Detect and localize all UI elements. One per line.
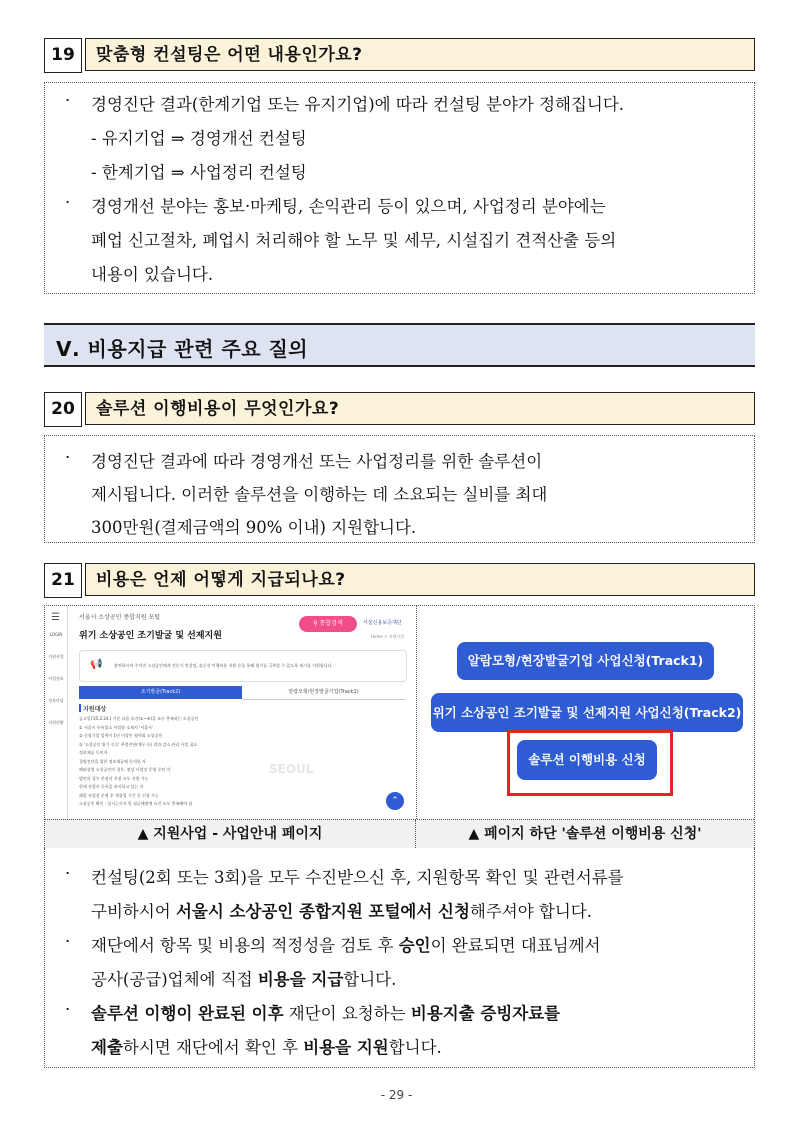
track2-apply-button[interactable]: 위기 소상공인 조기발굴 및 선제지원 사업신청(Track2)	[431, 693, 743, 732]
answer-text-bold: 비용을 지원	[303, 1038, 389, 1057]
bullet-mark: ·	[65, 193, 71, 212]
portal-page-title: 위기 소상공인 조기발굴 및 선제지원	[79, 631, 222, 641]
notice-box	[79, 650, 407, 682]
caption-left: ▲ 지원사업 - 사업안내 페이지	[45, 820, 416, 848]
answer-text: 제시됩니다. 이러한 솔루션을 이행하는 데 소요되는 실비를 최대	[91, 485, 548, 504]
answer-text: - 유지기업 ⇒ 경영개선 컨설팅	[91, 129, 307, 148]
q19-number: 19	[44, 38, 82, 73]
answer-text-bold: 서울시 소상공인 종합지원 포털에서 신청	[175, 902, 470, 921]
subhead: 지원대상	[83, 706, 107, 713]
q20-answer	[44, 435, 755, 543]
criteria-line: 현재 사업자 등록을 유지하고 있는 자	[79, 784, 144, 789]
screenshot-panel	[44, 605, 755, 848]
answer-text-bold: 비용지출 증빙자료를	[410, 1004, 561, 1023]
tab-track2[interactable]: 조기발굴(Track2)	[79, 686, 242, 699]
search-pill-label: 통합검색	[319, 620, 343, 627]
answer-text: 경영진단 결과에 따라 경영개선 또는 사업정리를 위한 솔루션이	[91, 452, 543, 471]
answer-text-bold: 비용을 지급	[257, 970, 344, 989]
criteria-line: 공고일('25.2.24.) 기준 다음 요건(①~④)을 모두 충족하는 소상공인	[79, 716, 199, 721]
answer-text	[91, 1034, 442, 1058]
answer-text	[91, 898, 592, 922]
caption-row	[45, 819, 754, 848]
answer-text: 경영진단 결과(한계기업 또는 유지기업)에 따라 컨설팅 분야가 정해집니다.	[91, 95, 625, 114]
apply-buttons-screenshot	[417, 606, 754, 819]
q21-header	[44, 563, 755, 598]
answer-text-segment: 재단이 요청하는	[283, 1004, 411, 1023]
answer-text-segment: 재단에서 항목 및 비용의 적정성을 검토 후	[91, 936, 399, 955]
q20-header	[44, 392, 755, 427]
track1-apply-button[interactable]: 알람모형/현장발굴기업 사업신청(Track1)	[457, 642, 714, 680]
notice-text: 관련하시어 주어진 소상공인에게 전문가 컨설팅, 솔루션 이행비용 지원 등을 통해 위기를 극복할 수 있도록 재기를 지원합니다.	[114, 663, 333, 668]
q20-number: 20	[44, 392, 82, 427]
q21-answer	[44, 848, 755, 1068]
answer-text-segment: 합니다.	[388, 1038, 442, 1057]
section-heading	[44, 323, 755, 367]
page-number: - 29 -	[380, 1088, 413, 1102]
bullet-mark: ·	[65, 1000, 71, 1019]
answer-text-segment: 합니다.	[343, 970, 397, 989]
criteria-line: ③ '소상공인 위기 신호' 추정진단(재무 등) 결과 감소 관리 사업 필요	[79, 741, 198, 747]
watermark: SEOUL	[269, 762, 314, 776]
bullet-mark: ·	[65, 932, 71, 951]
bullet-mark: ·	[65, 448, 71, 467]
section-title: Ⅴ. 비용지급 관련 주요 질의	[56, 337, 309, 361]
answer-text-segment: 컨설팅(2회 또는 3회)을 모두 수진받으신 후, 지원항목 확인 및 관련서류를	[91, 868, 624, 887]
caption-right: ▲ 페이지 하단 '솔루션 이행비용 신청'	[468, 826, 702, 842]
answer-text-segment: 해주셔야 합니다.	[469, 902, 592, 921]
criteria-line: 해외창업 소상공인의 경우, 정상 사업장 운영 중인 자	[79, 767, 171, 772]
portal-screenshot	[45, 606, 417, 819]
portal-sidebar	[45, 606, 68, 819]
criteria-line: 소상공인 확인 : 상시근로자 및 평균매출액 요건 모두 충족해야 함	[79, 801, 193, 806]
q20-title: 솔루션 이행비용이 무엇인가요?	[85, 392, 755, 425]
sidebar-item: LOGIN	[49, 632, 63, 637]
answer-text	[91, 932, 600, 956]
criteria-line: 정보제공 동의자	[79, 750, 108, 755]
megaphone-icon: 📢	[90, 659, 103, 670]
bullet-mark: ·	[65, 864, 71, 883]
answer-text	[91, 864, 624, 888]
solution-cost-apply-button[interactable]: 솔루션 이행비용 신청	[517, 740, 657, 780]
answer-text-bold: 제출	[91, 1038, 123, 1057]
criteria-line: 폐업 사업장 운영 후 재창업 기간 중 신청 가능	[79, 792, 159, 798]
answer-text: 300만원(결제금액의 90% 이내) 지원합니다.	[91, 518, 417, 537]
chevron-up-icon: ⌃	[391, 796, 399, 806]
sidebar-item: 사업정보	[48, 676, 64, 681]
foundation-logo: 서울신용보증재단	[363, 620, 402, 626]
answer-text: 내용이 있습니다.	[91, 265, 214, 284]
criteria-line: ② 신청기업 업력이 1년 이상인 협력회 소상공인	[79, 733, 163, 738]
answer-text-bold: 승인	[398, 936, 431, 955]
criteria-line: 경영진단을 위한 정보제공에 동의한 자	[79, 758, 146, 764]
breadcrumb: Home > 지원사업	[371, 634, 405, 639]
answer-text-segment: 하시면 재단에서 확인 후	[122, 1038, 304, 1057]
q19-answer	[44, 82, 755, 294]
criteria-line: 법인의 경우 본점의 지점 모두 지원 가능	[79, 775, 149, 781]
search-icon: ⚲	[313, 620, 320, 627]
scroll-top-button[interactable]	[386, 792, 404, 810]
sidebar-item: 정보마당	[48, 698, 64, 703]
bullet-mark: ·	[65, 91, 71, 110]
q21-number: 21	[44, 563, 82, 598]
answer-text-segment: 공사(공급)업체에 직접	[91, 970, 258, 989]
answer-text-segment: 이 완료되면 대표님께서	[430, 936, 601, 955]
q19-title: 맞춤형 컨설팅은 어떤 내용인가요?	[85, 38, 755, 71]
subhead-marker	[79, 704, 81, 712]
q21-title: 비용은 언제 어떻게 지급되나요?	[85, 563, 755, 596]
menu-icon: ☰	[51, 612, 60, 623]
sidebar-item: 지원사업	[48, 654, 64, 659]
portal-name: 서울시 소상공인 종합지원 포털	[79, 614, 161, 621]
criteria-line: ① 서울시 등록업소 사업장 소재지 '서울시'	[79, 724, 153, 730]
answer-text: 경영개선 분야는 홍보·마케팅, 손익관리 등이 있으며, 사업정리 분야에는	[91, 197, 606, 216]
tab-track1[interactable]: 알람모형/현장발굴기업(Track1)	[242, 686, 405, 700]
answer-text	[91, 1000, 560, 1024]
answer-text-bold: 솔루션 이행이 완료된 이후	[91, 1004, 284, 1023]
answer-text	[91, 966, 396, 990]
answer-text: 폐업 신고절차, 폐업시 처리해야 할 노무 및 세무, 시설집기 견적산출 등의	[91, 231, 617, 250]
answer-text-segment: 구비하시어	[91, 902, 176, 921]
search-pill	[299, 616, 357, 632]
sidebar-item: 지원현황	[48, 720, 64, 725]
answer-text: - 한계기업 ⇒ 사업정리 컨설팅	[91, 163, 307, 182]
q19-header	[44, 38, 755, 73]
